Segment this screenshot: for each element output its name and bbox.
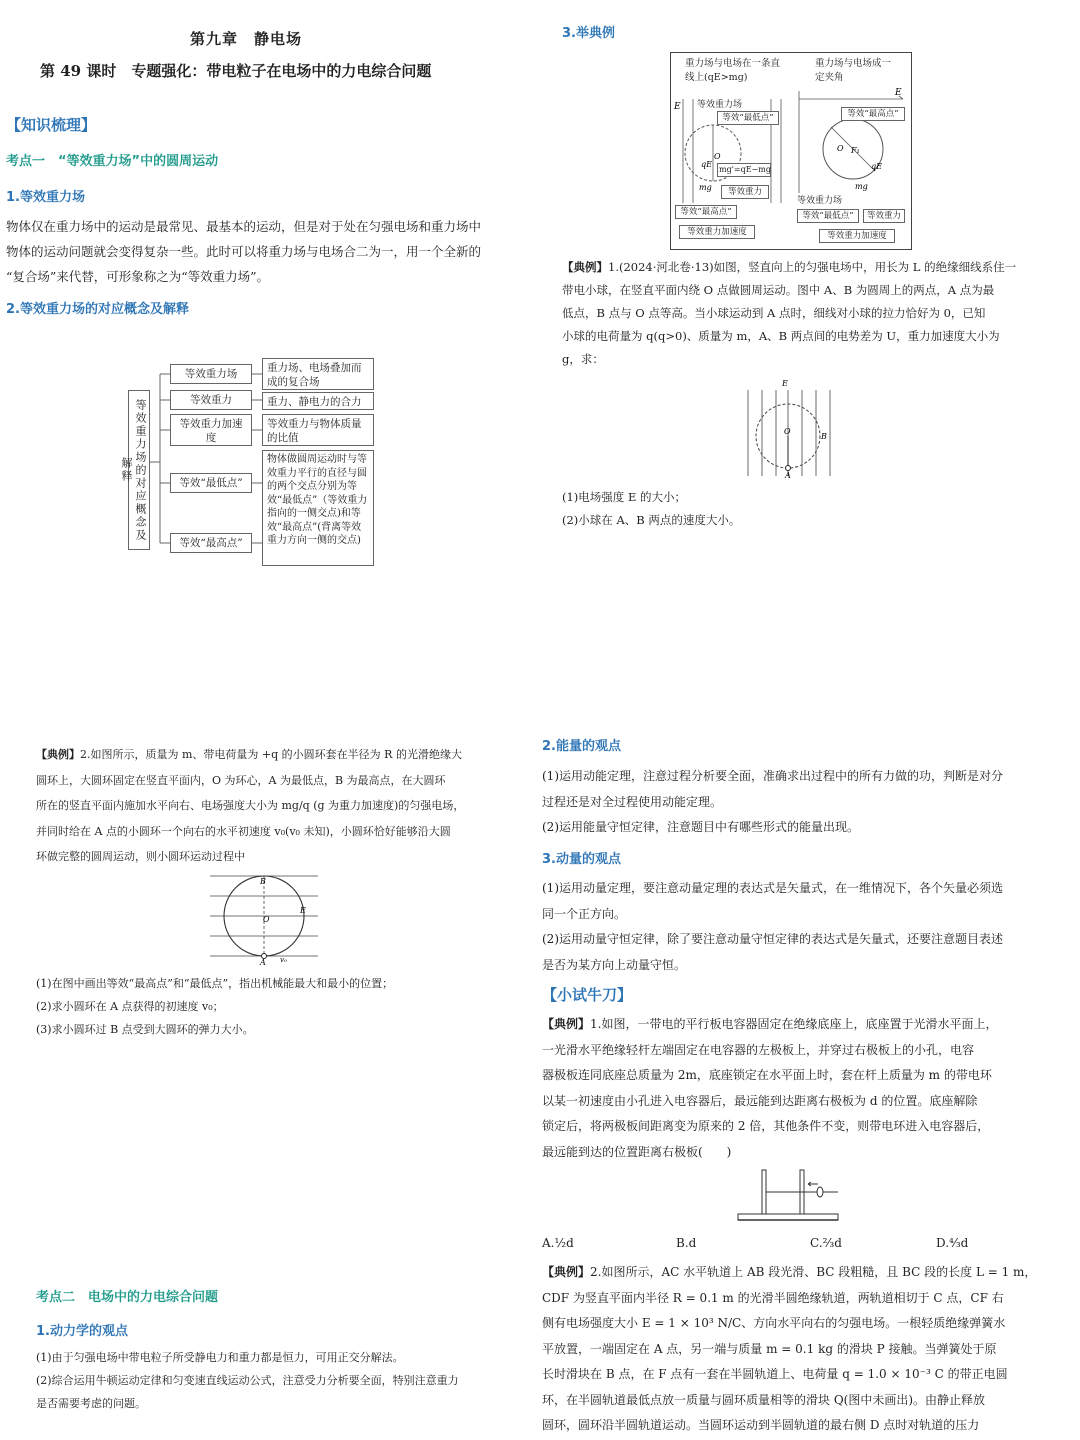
sub3-heading: 3.举典例 xyxy=(562,26,615,41)
momentum-text xyxy=(542,876,1042,978)
concept-box: 等效重力 xyxy=(170,390,252,410)
letter-qE-left: qE xyxy=(701,160,712,169)
point2-heading: 考点二 电场中的力电综合问题 xyxy=(36,1290,219,1305)
option-b[interactable]: B.d xyxy=(676,1236,697,1250)
example1-line: 带电小球，在竖直平面内绕 O 点做圆周运动。图中 A、B 为圆周上的两点，A 点为最 xyxy=(562,283,995,297)
explain-box: 物体做圆周运动时与等效重力平行的直径与圆的两个交点分别为等效“最低点”（等效重力指向的一侧交点)和等效“最高点”(背离等效重力方向一侧的交点) xyxy=(262,450,374,566)
para1-line: 物体仅在重力场中的运动是最常见、最基本的运动，但是对于处在匀强电场和重力场中 xyxy=(6,219,482,234)
label-lowest-right: 等效“最低点” xyxy=(797,209,859,223)
point1-heading: 考点一 “等效重力场”中的圆周运动 xyxy=(6,154,219,169)
practice2-line: 长时滑块在 B 点，在 F 点有一套在半圆轨道上、电荷量 q = 1.0 × 10⁻³ C 的带正电圆 xyxy=(542,1367,1008,1381)
explain-box: 重力场、电场叠加而成的复合场 xyxy=(262,358,374,390)
label-equiv-field-right: 等效重力场 xyxy=(797,196,843,206)
capacitor-drawing xyxy=(734,1166,844,1224)
letter-mg-left: mg xyxy=(699,183,712,192)
example1-line: 低点，B 点与 O 点等高。当小球运动到 A 点时，细线对小球的拉力恰好为 0，已知 xyxy=(562,306,986,320)
practice1-line: 以某一初速度由小孔进入电容器后，最远能到达距离右极板为 d 的位置。底座解除 xyxy=(542,1093,978,1108)
dyn-line: (2)综合运用牛顿运动定律和匀变速直线运动公式，注意受力分析要全面，特别注意重力 xyxy=(36,1374,459,1387)
para1 xyxy=(6,214,506,289)
example2-line: 圆环上，大圆环固定在竖直平面内，O 为环心，A 为最低点，B 为最高点，在大圆环 xyxy=(36,773,446,787)
option-a[interactable]: A.½d xyxy=(542,1236,574,1250)
practice1-text xyxy=(542,1012,1042,1165)
energy-line: (1)运用动能定理，注意过程分析要全面，准确求出过程中的所有力做的功，判断是对分 xyxy=(542,769,1004,783)
example2-questions xyxy=(36,972,506,1041)
example2-text xyxy=(36,742,506,870)
momentum-line: (1)运用动量定理，要注意动量定理的表达式是矢量式，在一维情况下，各个矢量必须选 xyxy=(542,881,1004,895)
energy-heading: 2.能量的观点 xyxy=(542,739,621,754)
dyn-line: 是否需要考虑的问题。 xyxy=(36,1397,146,1410)
vertical-label: 等效重力场的对应概念及解释 xyxy=(128,390,150,550)
question: (1)在图中画出等效“最高点”和“最低点”，指出机械能最大和最小的位置； xyxy=(36,977,394,990)
example2-line: 【典例】2.如图所示，质量为 m、带电荷量为 +q 的小圆环套在半径为 R 的光滑绝缘大 xyxy=(36,748,462,761)
example-tag: 【典例】 xyxy=(542,1017,591,1031)
label-highest-left: 等效“最高点” xyxy=(675,205,737,219)
lesson-title: 第 49 课时 专题强化：带电粒子在电场中的力电综合问题 xyxy=(40,62,432,80)
momentum-line: 是否为某方向上动量守恒。 xyxy=(542,957,687,972)
concept-box: 等效重力加速度 xyxy=(170,414,252,446)
question: (3)求小圆环过 B 点受到大圆环的弹力大小。 xyxy=(36,1023,254,1036)
dynamics-heading: 1.动力学的观点 xyxy=(36,1324,128,1339)
dyn-line: (1)由于匀强电场中带电粒子所受静电力和重力都是恒力，可用正交分解法。 xyxy=(36,1351,404,1364)
label-accel-right: 等效重力加速度 xyxy=(819,229,895,243)
letter-mg-right: mg xyxy=(855,182,868,191)
practice2-line: CDF 为竖直平面内半径 R = 0.1 m 的光滑半圆绝缘轨道，两轨道相切于 C 点，CF 右 xyxy=(542,1290,1004,1305)
fig2-label-v0: v₀ xyxy=(280,956,287,964)
sub2-heading: 2.等效重力场的对应概念及解释 xyxy=(6,302,189,317)
fig2-label-B: B xyxy=(260,877,266,886)
label-equiv-gravity-left: 等效重力 xyxy=(721,185,769,199)
example-figure xyxy=(670,52,912,250)
label-equiv-field-left: 等效重力场 xyxy=(697,100,743,110)
practice2-line: 圆环，圆环沿半圆轨道运动。当圆环运动到半圆轨道的最右侧 D 点时对轨道的压力 xyxy=(542,1418,980,1432)
fig2-label-A: A xyxy=(260,958,266,966)
letter-F1: F₁ xyxy=(851,146,860,155)
caption-left: 重力场与电场在一条直线上(qE>mg) xyxy=(685,58,781,83)
practice-heading: 【小试牛刀】 xyxy=(542,986,633,1004)
example1-line: 小球的电荷量为 q(q>0)、质量为 m，A、B 两点间的电势差为 U，重力加速度大小为 xyxy=(562,329,1000,343)
practice2-line: 平放置，一端固定在 A 点，另一端与质量 m = 0.1 kg 的滑块 P 接触。当弹簧处于原 xyxy=(542,1341,997,1356)
energy-text xyxy=(542,764,1042,841)
label-highest-right: 等效“最高点” xyxy=(841,107,905,121)
caption-right: 重力场与电场成一定夹角 xyxy=(815,58,892,83)
example2-drawing xyxy=(206,870,326,966)
question: (1)电场强度 E 的大小； xyxy=(562,490,686,504)
question: (2)求小圆环在 A 点获得的初速度 v₀； xyxy=(36,1000,224,1013)
letter-O-right: O xyxy=(837,144,844,153)
example2-figure xyxy=(206,870,326,966)
example1-line: 【典例】1.(2024·河北卷·13)如图，竖直向上的匀强电场中，用长为 L 的绝缘细线系住一 xyxy=(562,260,1017,274)
example1-figure xyxy=(740,376,840,480)
energy-line: 过程还是对全过程使用动能定理。 xyxy=(542,794,723,809)
chapter-title: 第九章 静电场 xyxy=(190,30,303,48)
momentum-heading: 3.动量的观点 xyxy=(542,852,621,867)
example-tag: 【典例】 xyxy=(36,748,80,761)
fig1-label-O: O xyxy=(784,427,791,436)
explain-box: 等效重力与物体质量的比值 xyxy=(262,414,374,446)
question: (2)小球在 A、B 两点的速度大小。 xyxy=(562,513,741,527)
energy-line: (2)运用能量守恒定律，注意题目中有哪些形式的能量出现。 xyxy=(542,820,860,834)
option-c[interactable]: C.⅔d xyxy=(810,1236,842,1250)
explain-box: 重力、静电力的合力 xyxy=(262,392,374,410)
practice1-line: 最远能到达的位置距离右极板( ) xyxy=(542,1144,732,1159)
example-tag: 【典例】 xyxy=(542,1265,591,1279)
example2-line: 环做完整的圆周运动，则小圆环运动过程中 xyxy=(36,850,245,863)
fig2-label-E: E xyxy=(300,906,306,915)
example2-line: 并同时给在 A 点的小圆环一个向右的水平初速度 v₀(v₀ 未知)，小圆环恰好能够沿大圆 xyxy=(36,824,451,838)
practice2-text xyxy=(542,1260,1042,1439)
practice1-options xyxy=(542,1236,1042,1256)
letter-E-right: E xyxy=(895,88,902,98)
letter-E-left: E xyxy=(674,102,681,112)
para1-line: “复合场”来代替，可形象称之为“等效重力场”。 xyxy=(6,269,270,284)
concept-diagram xyxy=(120,356,376,568)
momentum-line: (2)运用动量守恒定律，除了要注意动量守恒定律的表达式是矢量式，还要注意题目表述 xyxy=(542,932,1004,946)
label-lowest-left: 等效“最低点” xyxy=(717,111,779,125)
momentum-line: 同一个正方向。 xyxy=(542,906,627,921)
para1-line: 物体的运动问题就会变得复杂一些。此时可以将重力场与电场合二为一，用一个全新的 xyxy=(6,244,482,259)
label-accel-left: 等效重力加速度 xyxy=(679,225,755,239)
label-equiv-gravity-right: 等效重力 xyxy=(863,209,905,223)
practice1-line: 锁定后，将两极板间距离变为原来的 2 倍，其他条件不变，则带电环进入电容器后， xyxy=(542,1119,990,1133)
capacitor-figure xyxy=(734,1166,844,1224)
fig2-label-O: O xyxy=(263,915,270,924)
practice2-line: 【典例】2.如图所示，AC 水平轨道上 AB 段光滑、BC 段粗糙，且 BC 段的长度 L = 1 m， xyxy=(542,1265,1037,1279)
fig1-label-E: E xyxy=(782,379,788,388)
example1-questions xyxy=(562,486,1032,532)
practice2-line: 侧有电场强度大小 E = 1 × 10³ N/C、方向水平向右的匀强电场。一根轻质绝缘弹簧水 xyxy=(542,1316,1006,1330)
concept-box: 等效重力场 xyxy=(170,364,252,384)
label-mg-left: mg'=qE−mg xyxy=(717,163,771,177)
example1-drawing xyxy=(740,376,840,480)
example-tag: 【典例】 xyxy=(562,260,608,274)
practice1-line: 一光滑水平绝缘轻杆左端固定在电容器的左极板上，并穿过右极板上的小孔，电容 xyxy=(542,1042,975,1057)
sub1-heading: 1.等效重力场 xyxy=(6,190,85,205)
practice2-line: 环，在半圆轨道最低点放一质量与圆环质量相等的滑块 Q(图中未画出)。由静止释放 xyxy=(542,1392,986,1407)
option-d[interactable]: D.⁴⁄₃d xyxy=(936,1236,969,1250)
knowledge-heading: 【知识梳理】 xyxy=(6,116,97,134)
letter-O-left: O xyxy=(714,152,721,161)
fig1-label-A: A xyxy=(785,471,791,480)
fig1-label-B: B xyxy=(821,432,827,441)
practice1-line: 【典例】1.如图，一带电的平行板电容器固定在绝缘底座上，底座置于光滑水平面上， xyxy=(542,1017,998,1031)
letter-qE-right: qE xyxy=(871,162,882,171)
practice1-line: 器极板连同底座总质量为 2m，底座锁定在水平面上时，套在杆上质量为 m 的带电环 xyxy=(542,1068,992,1082)
concept-box: 等效“最低点” xyxy=(170,473,252,493)
example1-line: g，求： xyxy=(562,352,604,366)
dynamics-text xyxy=(36,1346,506,1415)
concept-box: 等效“最高点” xyxy=(170,533,252,553)
example1-text xyxy=(562,256,1032,371)
example2-line: 所在的竖直平面内施加水平向右、电场强度大小为 mg/q (g 为重力加速度)的匀强电场， xyxy=(36,799,465,812)
